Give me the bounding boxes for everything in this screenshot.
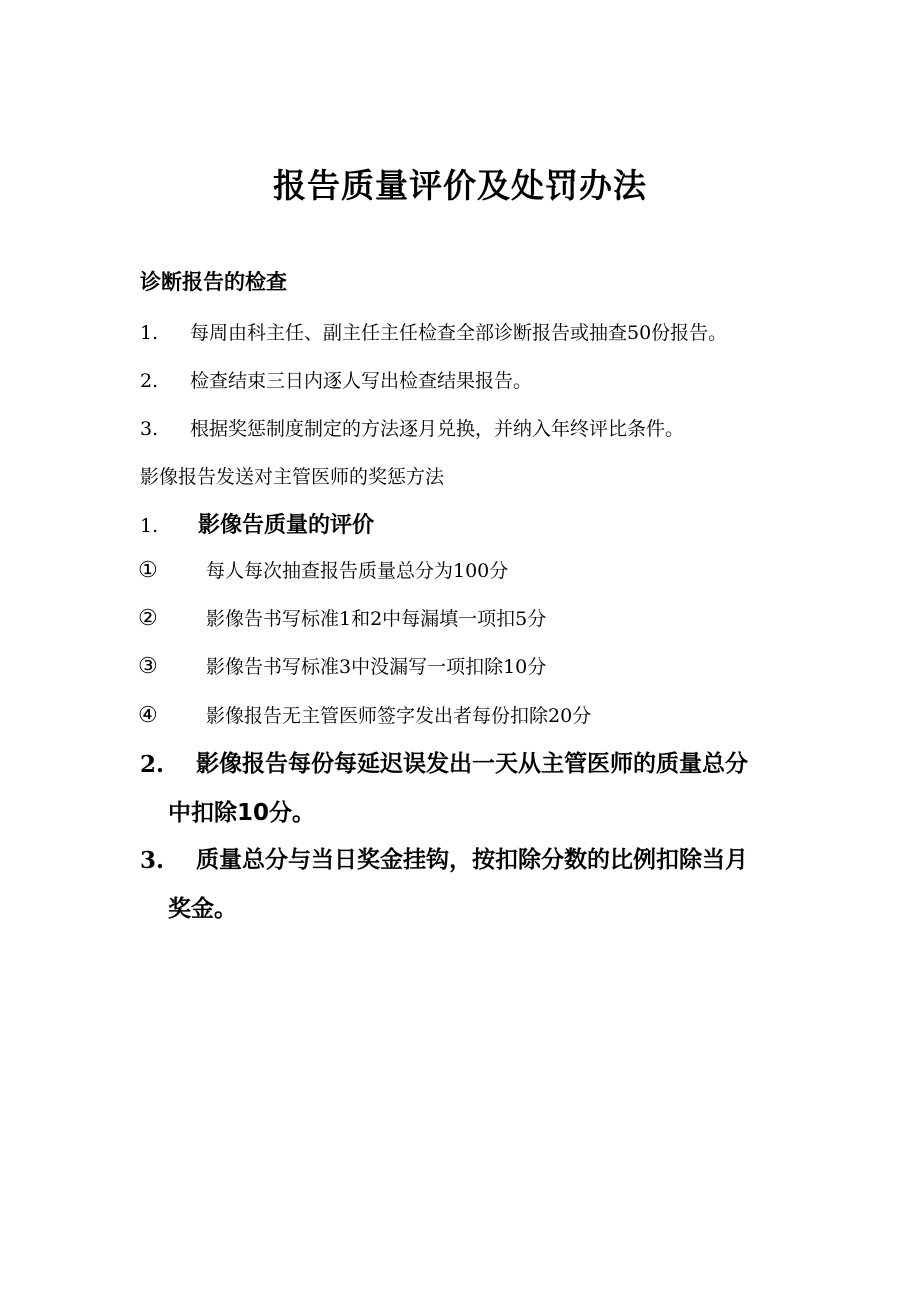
circled-number-marker: ① [138,558,158,583]
evaluation-title: 影像告质量的评价 [198,513,375,538]
list-item-text: 每周由科主任、副主任主任检查全部诊断报告或抽查50份报告。 [190,322,728,344]
list-item [140,318,727,345]
rule-text-line-2: 奖金。 [168,896,237,922]
circled-number-marker: ② [138,606,158,631]
list-item-text: 检查结束三日内逐人写出检查结果报告。 [190,370,533,392]
circled-number-marker: ③ [138,654,158,679]
reward-heading: 影像报告发送对主管医师的奖惩方法 [140,466,445,488]
list-item-text: 根据奖惩制度制定的方法逐月兑换，并纳入年终评比条件。 [190,418,685,440]
rule-text-line-1: 质量总分与当日奖金挂钩，按扣除分数的比例扣除当月 [196,847,748,873]
list-item-number: 3. [140,418,159,440]
list-item-number: 1. [140,322,159,344]
rule-text-line-2: 中扣除10分。 [168,800,316,826]
score-rule-text: 影像告书写标准3中没漏写一项扣除10分 [206,656,547,678]
score-rule-item [138,652,546,679]
score-rule-text: 影像告书写标准1和2中每漏填一项扣5分 [206,608,547,630]
rule-number: 3. [140,847,165,874]
score-rule-item [138,604,546,631]
score-rule-item [138,556,508,583]
list-item [140,366,532,393]
rule-number: 2. [140,751,165,778]
section-heading: 诊断报告的检查 [140,270,287,294]
score-rule-text: 每人每次抽查报告质量总分为100分 [206,560,509,582]
score-rule-text: 影像报告无主管医师签字发出者每份扣除20分 [206,705,592,727]
evaluation-heading [140,508,374,539]
list-item [140,414,684,441]
rule-text-line-1: 影像报告每份每延迟误发出一天从主管医师的质量总分 [196,751,748,777]
evaluation-number: 1. [140,515,159,537]
list-item-number: 2. [140,370,159,392]
circled-number-marker: ④ [138,703,158,728]
rule-item [140,740,810,838]
page-title: 报告质量评价及处罚办法 [273,166,647,205]
rule-item [140,836,810,934]
score-rule-item [138,701,591,728]
